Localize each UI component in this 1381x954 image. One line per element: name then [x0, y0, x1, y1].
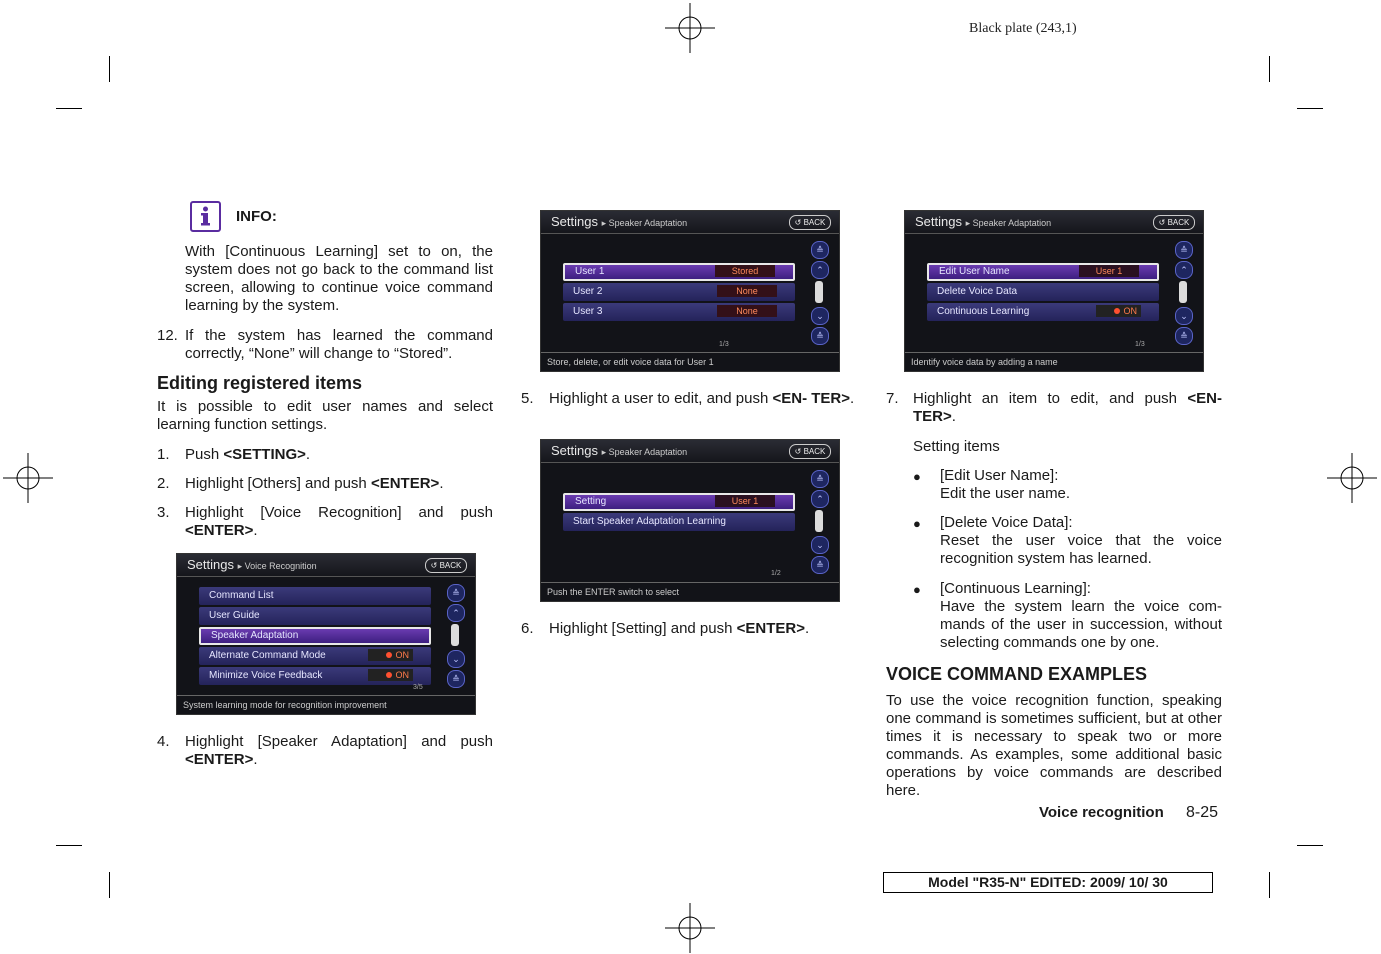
screen-footer: Push the ENTER switch to select [541, 582, 839, 601]
toggle-value: ON [368, 649, 413, 661]
scroll-up-icon[interactable]: ⌃ [1175, 261, 1193, 279]
bullet-icon: ● [913, 516, 921, 531]
step-5-text: Highlight a user to edit, and push <EN- TER>. [549, 390, 855, 407]
scroll-top-icon[interactable]: ≙ [811, 470, 829, 488]
screen-footer: System learning mode for recognition improvement [177, 695, 475, 714]
screen-speaker-edit [904, 210, 1204, 372]
screen-header [541, 211, 839, 234]
bullet-icon: ● [913, 582, 921, 597]
crop-mark [1297, 845, 1323, 846]
screen-speaker-setting [540, 439, 840, 602]
step-number: 12. [157, 327, 178, 344]
scroll-up-icon[interactable]: ⌃ [811, 490, 829, 508]
step-number: 3. [157, 504, 170, 521]
scroll-down-icon[interactable]: ⌄ [447, 650, 465, 668]
info-text: With [Continuous Learning] set to on, the system does not go back to the command list screen, allowing to continue voice command learning by the system. [185, 243, 493, 314]
section-title-voice-commands: VOICE COMMAND EXAMPLES [886, 664, 1148, 684]
crop-mark [56, 845, 82, 846]
model-edited-box: Model "R35-N" EDITED: 2009/ 10/ 30 [883, 872, 1213, 893]
screen-title: Settings ▸ Speaker Adaptation [915, 214, 1052, 229]
step-number: 7. [886, 390, 899, 407]
scroll-down-icon[interactable]: ⌄ [1175, 307, 1193, 325]
screen-speaker-users [540, 210, 840, 372]
scroll-thumb[interactable] [815, 281, 823, 303]
menu-item[interactable]: Continuous Learning ON [927, 303, 1159, 321]
screen-header [541, 440, 839, 463]
setting-item-edit-name: [Edit User Name]: Edit the user name. [940, 467, 1071, 502]
menu-item[interactable]: User Guide [199, 607, 431, 625]
crop-mark [1297, 108, 1323, 109]
scroll-bottom-icon[interactable]: ≙ [447, 670, 465, 688]
scroll-up-icon[interactable]: ⌃ [447, 604, 465, 622]
scrollbar[interactable] [811, 241, 831, 351]
crop-mark [1269, 872, 1270, 898]
scroll-top-icon[interactable]: ≙ [447, 584, 465, 602]
scroll-bottom-icon[interactable]: ≙ [1175, 327, 1193, 345]
registration-mark-top [665, 3, 715, 53]
page-indicator: 3/5 [413, 684, 423, 691]
scroll-thumb[interactable] [1179, 281, 1187, 303]
menu-list [927, 263, 1159, 323]
toggle-value: ON [1096, 305, 1141, 317]
menu-item[interactable]: Delete Voice Data [927, 283, 1159, 301]
toggle-value: ON [368, 669, 413, 681]
step-12-text: If the system has learned the command correctly, “None” will change to “Stored”. [185, 327, 493, 362]
step-number: 5. [521, 390, 534, 407]
scroll-top-icon[interactable]: ≙ [1175, 241, 1193, 259]
setting-items-heading: Setting items [913, 438, 1000, 455]
screen-header [905, 211, 1203, 234]
menu-item[interactable]: User 2 None [563, 283, 795, 301]
plate-label: Black plate (243,1) [969, 21, 1077, 36]
info-icon [190, 201, 221, 232]
back-button[interactable]: ↺ BACK [789, 444, 831, 459]
scrollbar[interactable] [811, 470, 831, 580]
screen-title: Settings ▸ Speaker Adaptation [551, 443, 688, 458]
section-voice-commands-text: To use the voice recognition function, speaking one command is sometimes sufficient, but at other times it is necessary to speak two or more commands. As examples, some additional basic operations by voice commands are described here. [886, 692, 1222, 799]
page-indicator: 1/3 [719, 341, 729, 348]
scroll-thumb[interactable] [815, 510, 823, 532]
menu-list [199, 587, 431, 687]
footer-section: Voice recognition [1039, 804, 1164, 821]
menu-item[interactable]: Alternate Command Mode ON [199, 647, 431, 665]
screen-footer: Store, delete, or edit voice data for User 1 [541, 352, 839, 371]
back-button[interactable]: ↺ BACK [789, 215, 831, 230]
step-1-text: Push <SETTING>. [185, 446, 311, 463]
page-indicator: 1/2 [771, 570, 781, 577]
menu-item-selected[interactable]: User 1 Stored [563, 263, 795, 281]
page-number: 8-25 [1186, 804, 1219, 821]
crop-mark [56, 108, 82, 109]
setting-item-delete-voice: [Delete Voice Data]: Reset the user voice that the voice recognition system has learned. [940, 514, 1222, 567]
screen-footer: Identify voice data by adding a name [905, 352, 1203, 371]
section-title-editing: Editing registered items [157, 373, 363, 393]
screen-voice-recognition [176, 553, 476, 715]
step-4-text: Highlight [Speaker Adaptation] and push <ENTER>. [185, 733, 493, 768]
page-indicator: 1/3 [1135, 341, 1145, 348]
status-value: None [717, 285, 777, 297]
registration-mark-bottom [665, 903, 715, 953]
scroll-up-icon[interactable]: ⌃ [811, 261, 829, 279]
status-value: None [717, 305, 777, 317]
menu-item-selected[interactable]: Speaker Adaptation [199, 627, 431, 645]
step-number: 6. [521, 620, 534, 637]
menu-item-selected[interactable]: Edit User Name User 1 [927, 263, 1159, 281]
status-value: Stored [715, 265, 775, 277]
user-value: User 1 [715, 495, 775, 507]
crop-mark [109, 56, 110, 82]
menu-item[interactable]: Minimize Voice Feedback ON [199, 667, 431, 685]
menu-item[interactable]: User 3 None [563, 303, 795, 321]
menu-item[interactable]: Command List [199, 587, 431, 605]
setting-item-continuous: [Continuous Learning]: Have the system learn the voice com- mands of the user in succession, without selecting commands one by one. [940, 580, 1222, 651]
registration-mark-left [3, 453, 53, 503]
step-number: 4. [157, 733, 170, 750]
menu-item[interactable]: Start Speaker Adaptation Learning [563, 513, 795, 531]
scroll-bottom-icon[interactable]: ≙ [811, 556, 829, 574]
screen-title: Settings ▸ Voice Recognition [187, 557, 317, 572]
bullet-icon: ● [913, 469, 921, 484]
step-number: 2. [157, 475, 170, 492]
screen-title: Settings ▸ Speaker Adaptation [551, 214, 688, 229]
step-6-text: Highlight [Setting] and push <ENTER>. [549, 620, 810, 637]
step-number: 1. [157, 446, 170, 463]
crop-mark [109, 872, 110, 898]
back-button[interactable]: ↺ BACK [1153, 215, 1195, 230]
scroll-bottom-icon[interactable]: ≙ [811, 327, 829, 345]
user-value: User 1 [1079, 265, 1139, 277]
step-7-text: Highlight an item to edit, and push <EN- TER>. [913, 390, 1222, 425]
scroll-down-icon[interactable]: ⌄ [811, 307, 829, 325]
back-button[interactable]: ↺ BACK [425, 558, 467, 573]
section-intro: It is possible to edit user names and select learning function settings. [157, 398, 493, 433]
menu-list [563, 493, 795, 533]
scrollbar[interactable] [1175, 241, 1195, 351]
menu-item-selected[interactable]: Setting User 1 [563, 493, 795, 511]
screen-header [177, 554, 475, 577]
scroll-thumb[interactable] [451, 624, 459, 646]
scroll-down-icon[interactable]: ⌄ [811, 536, 829, 554]
step-2-text: Highlight [Others] and push <ENTER>. [185, 475, 444, 492]
info-label: INFO: [236, 208, 277, 225]
menu-list [563, 263, 795, 323]
scrollbar[interactable] [447, 584, 467, 694]
crop-mark [1269, 56, 1270, 82]
scroll-top-icon[interactable]: ≙ [811, 241, 829, 259]
registration-mark-right [1327, 453, 1377, 503]
step-3-text: Highlight [Voice Recognition] and push <ENTER>. [185, 504, 493, 539]
